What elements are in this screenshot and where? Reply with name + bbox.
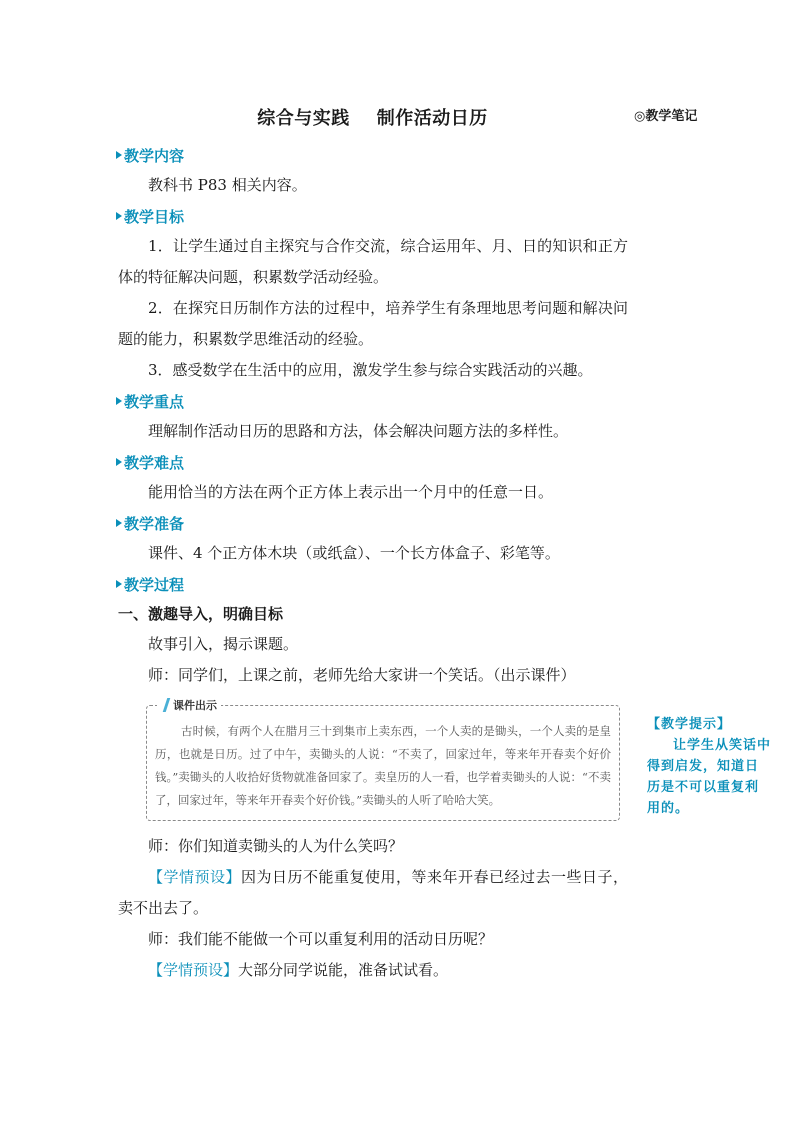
label-bar-icon <box>163 698 171 712</box>
heading-teaching-content <box>116 140 628 170</box>
paragraph-teacher-1: 师：同学们，上课之前，老师先给大家讲一个笑话。（出示课件） <box>148 666 576 684</box>
heading-label: 教学内容 <box>124 146 185 165</box>
tip-heading: 【教学提示】 <box>647 717 732 732</box>
preset-text: 因为日历不能重复使用，等来年开春已经过去一些日子，卖不出去了。 <box>118 868 628 917</box>
triangle-marker-icon <box>116 151 122 159</box>
triangle-marker-icon <box>116 397 122 405</box>
page-title: 综合与实践 制作活动日历 <box>257 108 488 129</box>
triangle-marker-icon <box>116 212 122 220</box>
paragraph-content: 教科书 P83 相关内容。 <box>148 176 307 194</box>
paragraph-teacher-3: 师：我们能不能做一个可以重复利用的活动日历呢？ <box>148 930 494 948</box>
heading-label: 教学准备 <box>124 514 185 533</box>
heading-teaching-process <box>116 569 628 599</box>
preset-tag: 【学情预设】 <box>148 961 239 979</box>
triangle-marker-icon <box>116 458 122 466</box>
tip-body: 让学生从笑话中得到启发，知道日历是不可以重复利用的。 <box>647 738 772 816</box>
paragraph-preset-1 <box>118 862 628 924</box>
heading-label: 教学重点 <box>124 392 185 411</box>
paragraph-preset-2 <box>118 955 628 986</box>
courseware-label-text: 课件出示 <box>173 699 217 712</box>
paragraph-intro: 故事引入，揭示课题。 <box>148 635 299 653</box>
triangle-marker-icon <box>116 519 122 527</box>
courseware-label <box>157 697 221 713</box>
goal-item-3: 3．感受数学在生活中的应用，激发学生参与综合实践活动的兴趣。 <box>148 361 593 379</box>
preset-tag: 【学情预设】 <box>148 868 241 886</box>
paragraph-difficult-points: 能用恰当的方法在两个正方体上表示出一个月中的任意一日。 <box>148 483 554 501</box>
section-heading-1: 一、激趣导入，明确目标 <box>118 605 284 623</box>
teaching-tip-sidebar <box>647 714 771 819</box>
heading-teaching-goals <box>116 201 628 231</box>
heading-label: 教学目标 <box>124 207 185 226</box>
heading-label: 教学难点 <box>124 453 185 472</box>
goal-item-1: 1．让学生通过自主探究与合作交流，综合运用年、月、日的知识和正方体的特征解决问题，积累数学活动经验。 <box>118 237 628 286</box>
preset-text: 大部分同学说能，准备试试看。 <box>238 961 449 979</box>
goal-item-2: 2．在探究日历制作方法的过程中，培养学生有条理地思考问题和解决问题的能力，积累数学思维活动的经验。 <box>118 299 628 348</box>
courseware-story: 古时候，有两个人在腊月三十到集市上卖东西，一个人卖的是锄头，一个人卖的是皇历，也就是日历。过了中午，卖锄头的人说：“不卖了，回家过年，等来年开春卖个好价钱。”卖锄头的人收拾好货物就准备回家了。卖皇历的人一看，也学着卖锄头的人说：“不卖了，回家过年，等来年开春卖个好价钱。”卖锄头的人听了哈哈大笑。 <box>155 724 611 807</box>
paragraph-preparation: 课件、4 个正方体木块（或纸盒）、一个长方体盒子、彩笔等。 <box>148 544 560 562</box>
heading-preparation <box>116 508 628 538</box>
triangle-marker-icon <box>116 580 122 588</box>
paragraph-key-points: 理解制作活动日历的思路和方法，体会解决问题方法的多样性。 <box>148 422 569 440</box>
heading-difficult-points <box>116 447 628 477</box>
main-content <box>118 140 628 986</box>
paragraph-teacher-2: 师：你们知道卖锄头的人为什么笑吗？ <box>148 837 404 855</box>
courseware-box <box>146 699 620 821</box>
teaching-notes-label: ◎教学笔记 <box>634 109 698 124</box>
heading-key-points <box>116 386 628 416</box>
heading-label: 教学过程 <box>124 575 185 594</box>
